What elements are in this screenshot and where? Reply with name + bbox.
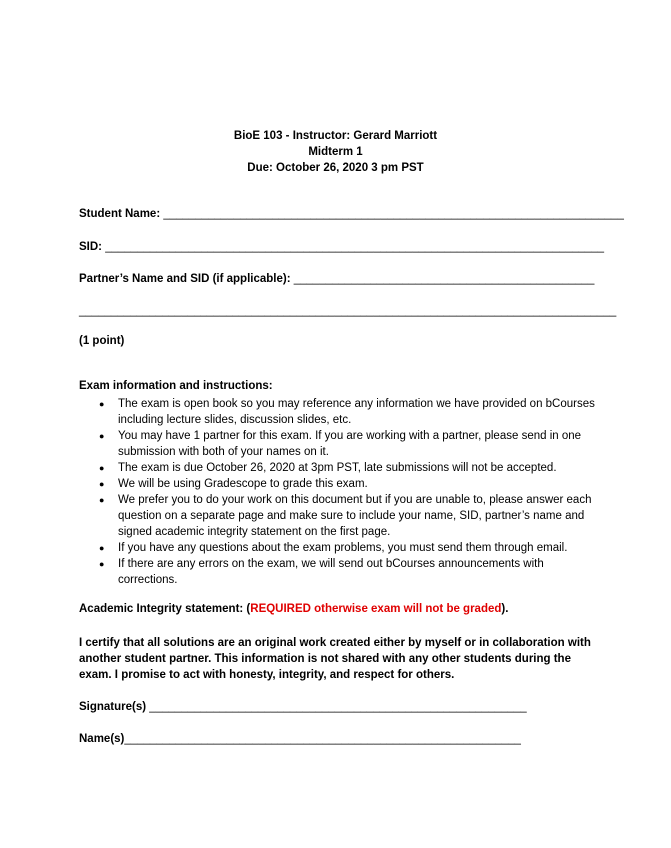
partner-field (79, 273, 594, 285)
list-item (79, 460, 599, 476)
bullet-icon: ● (99, 543, 105, 553)
list-item-text: If you have any questions about the exam problems, you must send them through email. (118, 542, 568, 554)
integrity-required: REQUIRED otherwise exam will not be graded (250, 603, 502, 615)
sid-blank[interactable]: ______________________________________________________________________________ (105, 241, 605, 253)
signature-field (79, 701, 527, 713)
bullet-icon: ● (99, 431, 105, 441)
student-name-label: Student Name: (79, 208, 161, 220)
list-item (79, 556, 599, 588)
exam-title: Midterm 1 (308, 146, 363, 158)
instructions-list (79, 396, 599, 588)
certify-statement: I certify that all solutions are an original work created either by myself or in collaboration with another student partner. This information is not shared with any other students during the exam. I promise to act with honesty, integrity, and respect for others. (79, 637, 591, 681)
list-item-text: If there are any errors on the exam, we will send out bCourses announcements with corrections. (118, 558, 544, 586)
list-item-text: The exam is due October 26, 2020 at 3pm PST, late submissions will not be accepted. (118, 462, 557, 474)
bullet-icon: ● (99, 399, 105, 409)
partner-extra-blank[interactable]: ____________________________________________________________________________________ (79, 305, 617, 317)
sid-label: SID: (79, 241, 102, 253)
list-item (79, 428, 599, 460)
points-label: (1 point) (79, 335, 125, 347)
bullet-icon: ● (99, 479, 105, 489)
names-label: Name(s) (79, 733, 125, 745)
exam-header (0, 128, 671, 176)
bullet-icon: ● (99, 463, 105, 473)
course-title: BioE 103 - Instructor: Gerard Marriott (233, 130, 438, 142)
integrity-close: ). (501, 603, 509, 615)
list-item (79, 492, 599, 540)
sid-field (79, 241, 604, 253)
academic-integrity-heading (79, 603, 508, 615)
student-name-field (79, 208, 624, 220)
integrity-label: Academic Integrity statement: ( (79, 603, 251, 615)
list-item-text: We prefer you to do your work on this document but if you are unable to, please answer each question on a separate page and make sure to include your name, SID, partner’s name and signed academic integrity statement on the first page. (118, 494, 592, 538)
list-item (79, 540, 599, 556)
signature-blank[interactable]: ___________________________________________________________ (149, 701, 527, 713)
list-item-text: We will be using Gradescope to grade this exam. (118, 478, 368, 490)
bullet-icon: ● (99, 495, 105, 505)
due-date: Due: October 26, 2020 3 pm PST (247, 162, 424, 174)
list-item-text: The exam is open book so you may reference any information we have provided on bCourses including lecture slides, discussion slides, etc. (118, 398, 595, 426)
list-item (79, 396, 599, 428)
partner-blank[interactable]: _______________________________________________ (293, 273, 595, 285)
list-item-text: You may have 1 partner for this exam. If you are working with a partner, please send in one submission with both of your names on it. (118, 430, 582, 458)
names-blank[interactable]: ______________________________________________________________ (124, 733, 521, 745)
student-name-blank[interactable]: ________________________________________________________________________ (163, 208, 624, 220)
signature-label: Signature(s) (79, 701, 147, 713)
partner-extra-line (79, 305, 616, 317)
list-item (79, 476, 599, 492)
instructions-title: Exam information and instructions: (79, 380, 273, 392)
names-field (79, 733, 521, 745)
bullet-icon: ● (99, 559, 105, 569)
partner-label: Partner’s Name and SID (if applicable): (79, 273, 291, 285)
